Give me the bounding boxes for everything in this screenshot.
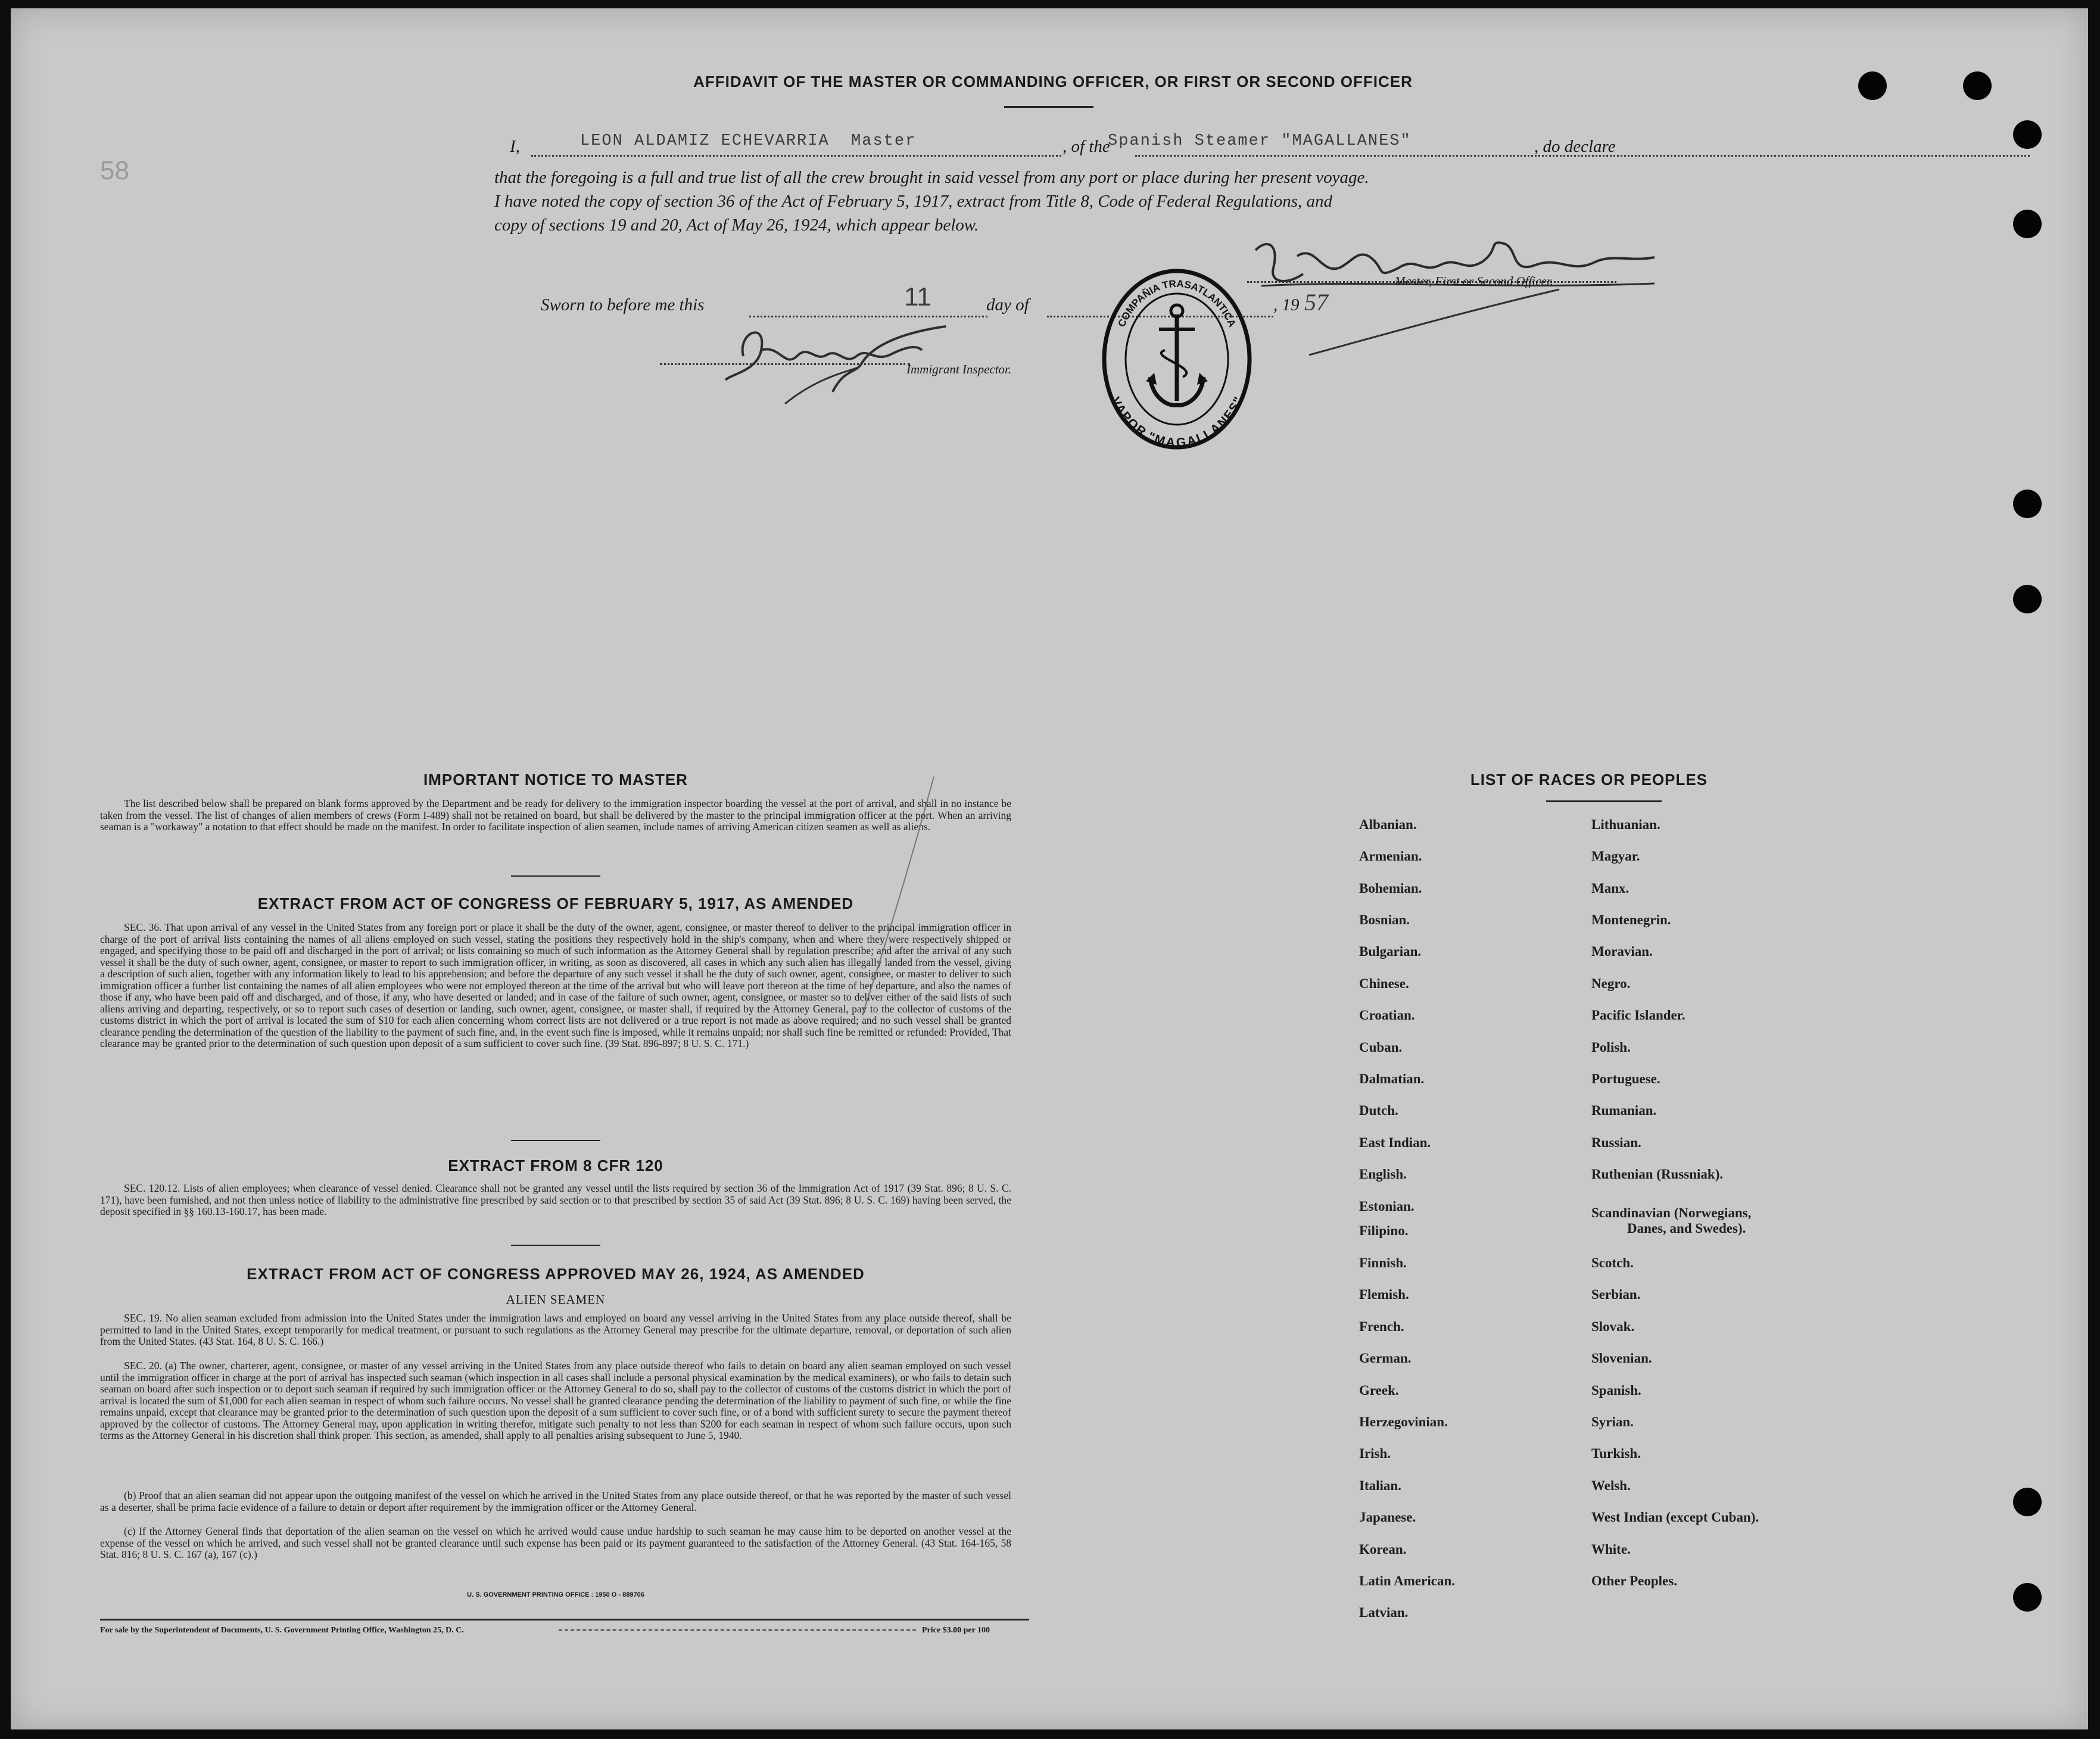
footer-price: Price $3.00 per 100	[922, 1626, 990, 1635]
svg-text:VAPOR "MAGALLANES"	[1108, 395, 1245, 450]
binder-hole	[2013, 585, 2042, 613]
race-list-item: Latvian.	[1359, 1605, 1409, 1620]
race-list-item: Welsh.	[1591, 1478, 1631, 1493]
sworn-prefix: Sworn to before me this	[541, 295, 705, 314]
race-list-item: Finnish.	[1359, 1255, 1407, 1270]
notice-title: IMPORTANT NOTICE TO MASTER	[423, 771, 688, 789]
inspector-caption: Immigrant Inspector.	[906, 362, 1012, 376]
affidavit-line4: copy of sections 19 and 20, Act of May 26, 1924, which appear below.	[494, 216, 979, 235]
race-list-item: Armenian.	[1359, 849, 1422, 864]
footer-dashes	[559, 1623, 916, 1631]
alien-seamen-subtitle: ALIEN SEAMEN	[506, 1292, 606, 1307]
sworn-day: 11	[904, 282, 931, 311]
race-list-item: Russian.	[1591, 1135, 1641, 1150]
footer-sale-note: For sale by the Superintendent of Documents, U. S. Government Printing Office, Washington 25, D. C.	[100, 1626, 464, 1635]
race-list-item: Ruthenian (Russniak).	[1591, 1167, 1724, 1182]
race-list-item: Other Peoples.	[1591, 1573, 1677, 1588]
race-list-item: Croatian.	[1359, 1008, 1415, 1023]
race-list-item: Polish.	[1591, 1040, 1631, 1055]
race-list-item: Flemish.	[1359, 1287, 1409, 1302]
race-list-item: Bosnian.	[1359, 912, 1410, 927]
race-list-item: Pacific Islander.	[1591, 1008, 1685, 1023]
race-list-item: Herzegovinian.	[1359, 1414, 1448, 1429]
race-list-item: East Indian.	[1359, 1135, 1431, 1150]
binder-hole	[1858, 71, 1887, 100]
year-prefix: , 19	[1273, 295, 1300, 314]
vessel-name: Spanish Steamer "MAGALLANES"	[1108, 132, 1412, 150]
race-list-item: Slovenian.	[1591, 1351, 1652, 1366]
declare-text: , do declare	[1534, 137, 1616, 156]
race-list-item: Estonian.	[1359, 1199, 1414, 1214]
race-list-item: Dutch.	[1359, 1103, 1398, 1118]
signature-caption: Master, First or Second Officer.	[1395, 274, 1553, 288]
affidavit-line1	[510, 132, 1653, 157]
race-list-item: Chinese.	[1359, 976, 1409, 991]
extract-1924-sec20c: (c) If the Attorney General finds that deportation of the alien seaman on the vessel on which he arrived would cause undue hardship to such seaman he may cause him to be deported on another vessel at the expense of the vessel on which he arrived, and such vessel shall not be granted clearance until such expense has been paid or its payment guaranteed to the satisfaction of the Attorney General. (43 Stat. 164-165, 58 Stat. 816; 8 U. S. C. 167 (a), 167 (c).)	[100, 1525, 1011, 1560]
race-list-item: Japanese.	[1359, 1510, 1416, 1525]
race-list-item: Scandinavian (Norwegians,	[1591, 1205, 1752, 1220]
race-list-item: Montenegrin.	[1591, 912, 1671, 927]
race-list-item: Syrian.	[1591, 1414, 1634, 1429]
stamp-top-text: COMPAÑIA TRASATLANTICA	[1116, 278, 1238, 329]
race-list-item: Filipino.	[1359, 1223, 1409, 1238]
declarant-prefix: I,	[510, 137, 520, 156]
page-number: 58	[100, 156, 129, 185]
race-list-item: Portuguese.	[1591, 1071, 1660, 1086]
race-list-item: White.	[1591, 1542, 1631, 1557]
affidavit-title: AFFIDAVIT OF THE MASTER OR COMMANDING OFFICER, OR FIRST OR SECOND OFFICER	[693, 73, 1413, 91]
race-list-item: Bohemian.	[1359, 881, 1422, 896]
race-list-item: Albanian.	[1359, 817, 1417, 832]
extract-1924-sec19: SEC. 19. No alien seaman excluded from admission into the United States under the immigration laws and employed on board any vessel arriving in the United States from any place outside thereof, shall be permitted to land in the United States, except temporarily for medical treatment, or pursuant to such regulations as the Attorney General may prescribe for the ultimate departure, removal, or deportation of such alien from the United States. (43 Stat. 164, 8 U. S. C. 166.)	[100, 1312, 1011, 1347]
day-of-text: day of	[986, 295, 1029, 314]
race-list-item: Serbian.	[1591, 1287, 1641, 1302]
race-list-item: Italian.	[1359, 1478, 1401, 1493]
race-list-item: Latin American.	[1359, 1573, 1455, 1588]
binder-hole	[2013, 1583, 2042, 1612]
race-list-item: West Indian (except Cuban).	[1591, 1510, 1759, 1525]
race-list-item: Turkish.	[1591, 1446, 1641, 1461]
binder-hole	[2013, 120, 2042, 149]
race-list-item: Dalmatian.	[1359, 1071, 1425, 1086]
race-list-item: Lithuanian.	[1591, 817, 1660, 832]
race-list-item: Magyar.	[1591, 849, 1640, 864]
extract-1917-title: EXTRACT FROM ACT OF CONGRESS OF FEBRUARY 5, 1917, AS AMENDED	[257, 895, 854, 912]
extract-cfr-title: EXTRACT FROM 8 CFR 120	[448, 1157, 663, 1174]
extract-1924-sec20b: (b) Proof that an alien seaman did not appear upon the outgoing manifest of the vessel on which he arrived in the United States from any place outside thereof, or that he was reported by the master of such vessel as a deserter, shall be prima facie evidence of a failure to detain or deport after requirement by the immigration officer or the Attorney General.	[100, 1489, 1011, 1513]
race-list-item: Bulgarian.	[1359, 944, 1422, 959]
race-list-item: Rumanian.	[1591, 1103, 1657, 1118]
race-list-item: French.	[1359, 1319, 1404, 1334]
race-list-item: German.	[1359, 1351, 1412, 1366]
affidavit-line2: that the foregoing is a full and true list of all the crew brought in said vessel from any port or place during her present voyage.	[494, 168, 1369, 187]
binder-hole	[2013, 1488, 2042, 1516]
race-list-item: Cuban.	[1359, 1040, 1403, 1055]
extract-1924-sec20a: SEC. 20. (a) The owner, charterer, agent, consignee, or master of any vessel arriving in the United States from any place outside thereof who fails to detain on board any alien seaman employed on such vessel until the immigration officer in charge at the port of arrival has inspected such seaman (which inspection in all cases shall include a personal physical examination by the medical examiners), or who fails to detain such seaman on board after such inspection or to deport such seaman if required by such immigration officer or the Attorney General to do so, shall pay to the collector of customs of the customs district in which the port of arrival is located the sum of $1,000 for each alien seaman in respect of whom such failure occurs. No vessel shall be granted clearance pending the determination of the liability to payment of such fine, or while the fine remains unpaid, except that clearance may be granted prior to the determination of such question upon the deposit of a sum sufficient to cover such fine, or of a bond with sufficient surety to secure the payment thereof approved by the collector of customs. The Attorney General may, upon application in writing therefor, mitigate such penalty to not less than $200 for each seaman in respect of whom such failure occurs, upon such terms as the Attorney General in his discretion shall think proper. This section, as amended, shall apply to all penalties arising subsequent to June 5, 1940.	[100, 1360, 1011, 1441]
of-the-text: , of the	[1063, 137, 1110, 156]
document-page	[11, 8, 2088, 1729]
binder-hole	[2013, 490, 2042, 518]
race-list-item: Korean.	[1359, 1542, 1407, 1557]
extract-cfr-text: SEC. 120.12. Lists of alien employees; when clearance of vessel denied. Clearance shall not be granted any vessel until the lists required by section 36 of the Immigration Act of 1917 (39 Stat. 896; 8 U. S. C. 171), have been furnished, and not then unless notice of liability to the administrative fine prescribed by said section or to that prescribed by section 35 of said Act (39 Stat. 896; 8 U. S. C. 169) having been served, the deposit specified in §§ 160.13-160.17, has been made.	[100, 1182, 1011, 1217]
race-list-item: Moravian.	[1591, 944, 1653, 959]
extract-1924-title: EXTRACT FROM ACT OF CONGRESS APPROVED MAY 26, 1924, AS AMENDED	[247, 1265, 865, 1283]
race-list-item: Spanish.	[1591, 1383, 1641, 1398]
race-list-item: Danes, and Swedes).	[1627, 1221, 1746, 1236]
binder-hole	[1963, 71, 1992, 100]
master-name: LEON ALDAMIZ ECHEVARRIA Master	[580, 132, 917, 150]
race-list-item: Manx.	[1591, 881, 1629, 896]
gpo-line: U. S. GOVERNMENT PRINTING OFFICE : 1950 O - 889706	[467, 1591, 644, 1598]
notice-text: The list described below shall be prepared on blank forms approved by the Department and be ready for delivery to the immigration inspector boarding the vessel at the port of arrival, and shall in no instance be taken from the vessel. The list of changes of alien members of crews (Form I-489) shall not be retained on board, but shall be delivered by the master to the principal immigration officer at the port. When an arriving seaman is a "workaway" a notation to that effect should be made on the manifest. In order to facilitate inspection of alien seamen, include names of arriving American citizen seamen as well as aliens.	[100, 797, 1011, 833]
races-title: LIST OF RACES OR PEOPLES	[1470, 771, 1708, 789]
ship-stamp	[1099, 267, 1254, 451]
race-list-item: Greek.	[1359, 1383, 1399, 1398]
race-list-item: Scotch.	[1591, 1255, 1634, 1270]
title-underline	[1004, 106, 1093, 108]
race-list-item: Irish.	[1359, 1446, 1391, 1461]
affidavit-line3: I have noted the copy of section 36 of the Act of February 5, 1917, extract from Title 8, Code of Federal Regulations, and	[494, 192, 1333, 211]
race-list-item: English.	[1359, 1167, 1407, 1182]
stamp-bottom-text: VAPOR "MAGALLANES"	[1108, 395, 1246, 450]
binder-hole	[2013, 210, 2042, 238]
extract-1917-text: SEC. 36. That upon arrival of any vessel in the United States from any foreign port or place it shall be the duty of the owner, agent, consignee, or master thereof to deliver to the principal immigration officer in charge of the port of arrival lists containing the names of all aliens employed on such vessel, stating the positions they respectively hold in the ship's company, when and where they were respectively shipped or engaged, and specifying those to be paid off and discharged in the port of arrival; or lists containing so much of such information as the Attorney General shall by regulation prescribe; and after the arrival of any such vessel it shall be the duty of such owner, agent, consignee, or master to report to such immigration officer, in writing, as soon as discovered, all cases in which any such alien has illegally landed from the vessel, giving a description of such alien, together with any information likely to lead to his apprehension; and before the departure of any such vessel it shall be the duty of such owner, agent, consignee, or master to deliver to such immigration officer a further list containing the names of all alien employees who were not employed thereon at the time of the arrival but who will leave port thereon at the time of her departure, and also the names of those if any, who have been paid off and discharged, and of those, if any, who have deserted or landed; and in case of the failure of such owner, agent, consignee, or master so to deliver either of the said lists of such aliens arriving and departing, respectively, or so to report such cases of desertion or landing, such owner, agent, consignee, or master shall, if required by the Attorney General, pay to the collector of customs of the customs district in which the port of arrival is located the sum of $10 for each alien concerning whom correct lists are not delivered or a true report is not made as above required; and no such vessel shall be granted clearance pending the determination of the question of the liability to the payment of such fine, and, in the event such fine is imposed, while it remains unpaid; nor shall such fine be remitted or refunded: Provided, That clearance may be granted prior to the determination of such question upon deposit of a sum sufficient to cover such fine. (39 Stat. 896-897; 8 U. S. C. 171.)	[100, 921, 1011, 1049]
race-list-item: Slovak.	[1591, 1319, 1635, 1334]
race-list-item: Negro.	[1591, 976, 1631, 991]
year-value: 57	[1304, 289, 1328, 316]
svg-text:COMPAÑIA TRASATLANTICA	[1116, 278, 1238, 329]
